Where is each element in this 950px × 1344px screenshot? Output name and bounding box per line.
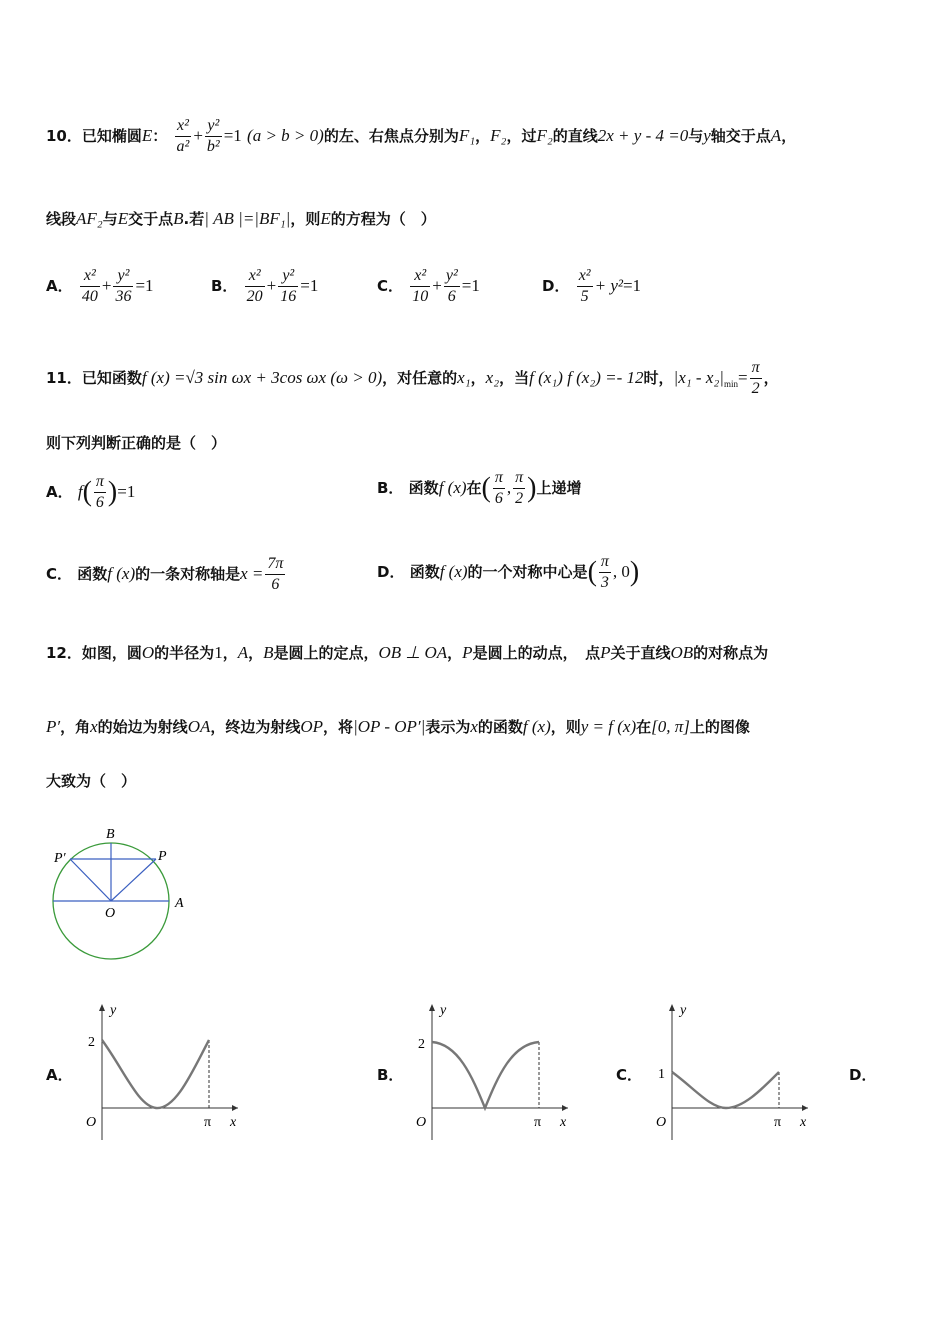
origin-label: O bbox=[86, 1115, 97, 1130]
graph-option-a-label[interactable]: A． bbox=[46, 1066, 73, 1084]
q12-A: A bbox=[237, 643, 249, 662]
q11-b-n2: π bbox=[513, 468, 525, 489]
opt-mid: + y² bbox=[594, 276, 623, 295]
label-A: A bbox=[175, 896, 184, 911]
q11-option-a[interactable]: A． f( $\frac{\pi}{6}$ )=1 bbox=[46, 473, 136, 511]
q11-c-text2: 的一条对称轴是 bbox=[135, 565, 241, 583]
pi-label: π bbox=[774, 1115, 782, 1130]
option-label: A． bbox=[46, 277, 73, 295]
q10-l2-text3: 交于点 bbox=[128, 210, 174, 228]
q12-line3: 大致为（ ） bbox=[46, 772, 137, 790]
q11-b-text1: 函数 bbox=[408, 479, 439, 497]
q10-text3: ，过 bbox=[506, 127, 537, 145]
q10-option-c[interactable]: C． $\frac{\text{x²}}{10}$ + $\frac{\text{y²}}{6}$ =1 bbox=[377, 267, 480, 305]
q11-text1: 已知函数 bbox=[81, 369, 142, 387]
q12-P: P bbox=[462, 643, 473, 662]
q10-line1 bbox=[46, 116, 796, 157]
x-label: x bbox=[230, 1115, 237, 1130]
q10-text6: 轴交于点 bbox=[710, 127, 771, 145]
q11-b-text2: 在 bbox=[466, 479, 482, 497]
q11-d-den: 3 bbox=[600, 574, 609, 591]
q10-comma: ， bbox=[475, 127, 491, 145]
q12-line2 bbox=[46, 716, 750, 737]
q12-l2-5: 表示为 bbox=[425, 718, 471, 736]
q10-l2-text4: .若 bbox=[183, 210, 205, 228]
q10-option-d[interactable] bbox=[542, 266, 641, 307]
opt-tail: =1 bbox=[622, 276, 642, 295]
opt-den: 5 bbox=[580, 288, 589, 305]
q10-plus: + bbox=[193, 126, 203, 145]
q10-y: y bbox=[703, 126, 711, 145]
q11-c-f: f (x) bbox=[107, 564, 136, 583]
q10-y2: y² bbox=[205, 116, 222, 137]
x-arrow-icon bbox=[232, 1105, 238, 1111]
q11-b-text3: 上递增 bbox=[536, 479, 582, 497]
label-B: B bbox=[106, 827, 115, 842]
q11-text4: 时， bbox=[643, 369, 674, 387]
opt-tail: =1 bbox=[135, 276, 154, 295]
q12-l2-interval: [0, π] bbox=[651, 717, 690, 736]
q10-F2b: F₂ bbox=[536, 126, 553, 145]
circle-figure bbox=[40, 822, 200, 966]
q10-A: A bbox=[770, 126, 782, 145]
origin-label: O bbox=[656, 1115, 667, 1130]
q11-min: min bbox=[723, 379, 738, 389]
opt-num: y² bbox=[444, 266, 460, 287]
q11-text2: ，对任意的 bbox=[382, 369, 458, 387]
graph-c[interactable] bbox=[648, 998, 818, 1146]
q11-number: 11． bbox=[46, 369, 82, 387]
option-label: D． bbox=[542, 277, 570, 295]
q12-l2-OP: OP bbox=[300, 717, 324, 736]
q11-d-text2: 的一个对称中心是 bbox=[467, 563, 588, 581]
option-label: C． bbox=[46, 565, 73, 583]
q12-O: O bbox=[141, 643, 155, 662]
q12-t6: 的对称点为 bbox=[693, 644, 769, 662]
label-P: P bbox=[158, 849, 167, 864]
y-label: y bbox=[110, 1003, 117, 1018]
q11-a-den: 6 bbox=[95, 494, 104, 511]
q11-a-num: π bbox=[94, 472, 106, 493]
q11-option-d[interactable]: D． 函数f (x)的一个对称中心是( $\frac{\pi}{3}$ , 0) bbox=[377, 553, 640, 591]
q12-l2-abs: |OP - OP′| bbox=[353, 717, 426, 736]
q10-text4: 的直线 bbox=[552, 127, 598, 145]
q12-l2-yf: y = f (x) bbox=[580, 717, 637, 736]
q11-d-text1: 函数 bbox=[409, 563, 440, 581]
q10-frac-x bbox=[175, 116, 192, 157]
q11-b-f: f (x) bbox=[438, 478, 467, 497]
q11-x2: x₂ bbox=[485, 368, 500, 387]
y-tick: 2 bbox=[418, 1037, 425, 1052]
q12-l2-f: f (x) bbox=[522, 717, 551, 736]
q11-comma: ， bbox=[470, 369, 486, 387]
q11-c-num: 7π bbox=[265, 554, 285, 575]
q11-option-b[interactable]: B． 函数f (x)在( $\frac{\pi}{6}$ , $\frac{\pi}{2}$ )上递增 bbox=[377, 469, 582, 507]
q10-l2-text5: ，则 bbox=[290, 210, 321, 228]
opt-den: 20 bbox=[246, 288, 263, 305]
q10-a2: a² bbox=[176, 138, 190, 155]
curve bbox=[672, 1072, 779, 1108]
q11-text3: ，当 bbox=[499, 369, 530, 387]
q12-l2-7: ，则 bbox=[550, 718, 581, 736]
q10-l2-text1: 线段 bbox=[46, 210, 77, 228]
x-arrow-icon bbox=[562, 1105, 568, 1111]
graph-option-b-label[interactable]: B． bbox=[377, 1066, 404, 1084]
option-label: C． bbox=[377, 277, 404, 295]
q12-c3: ， bbox=[447, 644, 463, 662]
q11-c-den: 6 bbox=[271, 576, 280, 593]
q11-d-f: f (x) bbox=[439, 562, 468, 581]
q12-OB: OB bbox=[670, 643, 694, 662]
q11-line1 bbox=[46, 358, 779, 399]
curve bbox=[102, 1040, 209, 1108]
pi-label: π bbox=[204, 1115, 212, 1130]
graph-option-c-label[interactable]: C． bbox=[616, 1066, 643, 1084]
q12-l2-6: 的函数 bbox=[477, 718, 523, 736]
q11-a-f: f bbox=[77, 482, 83, 501]
q11-c-x: x = bbox=[240, 564, 264, 583]
q10-x2: x² bbox=[175, 116, 192, 137]
q12-c2: ， bbox=[248, 644, 264, 662]
y-arrow-icon bbox=[99, 1004, 105, 1011]
q12-perp: OB ⊥ OA bbox=[378, 643, 448, 662]
q12-t5: 关于直线 bbox=[610, 644, 671, 662]
q12-t2: 的半径为 bbox=[154, 644, 215, 662]
opt-den: 40 bbox=[81, 288, 98, 305]
q10-condition: (a > b > 0) bbox=[247, 126, 324, 145]
q10-colon: ： bbox=[152, 127, 168, 145]
q11-eq: = bbox=[737, 368, 748, 387]
q11-condition: f (x₁) f (x₂) =- 12 bbox=[529, 368, 644, 387]
opt-tail: =1 bbox=[461, 276, 480, 295]
opt-den: 10 bbox=[412, 288, 429, 305]
q11-d-tail: , 0 bbox=[612, 562, 630, 581]
q12-l2-x: x bbox=[90, 717, 98, 736]
q10-E2: E bbox=[117, 209, 129, 228]
q12-l2-x2: x bbox=[470, 717, 478, 736]
q10-AF2: AF₂ bbox=[76, 209, 103, 228]
y-tick: 2 bbox=[88, 1035, 95, 1050]
q10-abs-eq: | AB |=|BF₁| bbox=[204, 209, 291, 228]
q11-x1: x₁ bbox=[457, 368, 471, 387]
origin-label: O bbox=[416, 1115, 427, 1130]
q12-B: B bbox=[263, 643, 274, 662]
q11-c-text1: 函数 bbox=[77, 565, 108, 583]
op-line bbox=[111, 859, 156, 901]
label-P-prime: P′ bbox=[54, 851, 66, 866]
option-label: B． bbox=[377, 479, 404, 497]
q12-c1: ， bbox=[222, 644, 238, 662]
q12-t1: 如图，圆 bbox=[81, 644, 142, 662]
opt-num: x² bbox=[80, 266, 100, 287]
x-label: x bbox=[800, 1115, 807, 1130]
q10-F2: F₂ bbox=[490, 126, 507, 145]
q11-option-c[interactable] bbox=[46, 554, 287, 595]
q12-l2-4: ，将 bbox=[323, 718, 354, 736]
q11-pi: π bbox=[750, 358, 762, 379]
option-label: A． bbox=[46, 483, 73, 501]
q11-b-n1: π bbox=[493, 468, 505, 489]
q10-option-a[interactable]: A． $\frac{\text{x²}}{40}$ + $\frac{\text{y²}}{36}$ =1 bbox=[46, 267, 154, 305]
q10-eq1: =1 bbox=[223, 126, 242, 145]
q10-line2 bbox=[46, 208, 436, 229]
q12-one: 1 bbox=[214, 643, 223, 662]
q10-text2: 的左、右焦点分别为 bbox=[323, 127, 459, 145]
q11-comma-end: ， bbox=[763, 369, 779, 387]
q10-l2-text2: 与 bbox=[102, 210, 118, 228]
curve bbox=[432, 1042, 539, 1108]
option-label: D． bbox=[377, 563, 405, 581]
graph-a[interactable] bbox=[78, 998, 248, 1146]
y-label: y bbox=[440, 1003, 447, 1018]
q12-l2-9: 上的图像 bbox=[689, 718, 750, 736]
graph-option-d-label[interactable]: D． bbox=[849, 1066, 877, 1084]
opt-den: 16 bbox=[280, 288, 297, 305]
q10-frac-y bbox=[205, 116, 222, 157]
q10-B: B bbox=[173, 209, 184, 228]
graph-b[interactable] bbox=[408, 998, 578, 1146]
q10-text: 已知椭圆 bbox=[81, 127, 142, 145]
q11-two: 2 bbox=[751, 380, 760, 397]
opt-tail: =1 bbox=[300, 276, 319, 295]
opt-den: 36 bbox=[115, 288, 132, 305]
opt-num: y² bbox=[278, 266, 298, 287]
q10-b2: b² bbox=[206, 138, 220, 155]
option-label: B． bbox=[211, 277, 238, 295]
y-arrow-icon bbox=[669, 1004, 675, 1011]
q10-text5: 与 bbox=[688, 127, 704, 145]
q10-F1: F₁ bbox=[458, 126, 476, 145]
q12-t3: 是圆上的定点， bbox=[273, 644, 379, 662]
q10-E3: E bbox=[320, 209, 331, 228]
q11-b-d2: 2 bbox=[515, 490, 524, 507]
opt-num: y² bbox=[113, 266, 133, 287]
label-O: O bbox=[105, 906, 116, 921]
q11-function: f (x) =√3 sin ωx + 3cos ωx (ω > 0) bbox=[141, 368, 383, 387]
q12-number: 12． bbox=[46, 644, 82, 662]
q12-line1 bbox=[46, 642, 768, 663]
opt-den: 6 bbox=[447, 288, 456, 305]
q11-a-tail: =1 bbox=[117, 482, 136, 501]
opt-num: x² bbox=[245, 266, 265, 287]
x-arrow-icon bbox=[802, 1105, 808, 1111]
q11-d-num: π bbox=[599, 552, 611, 573]
opt-num: x² bbox=[577, 266, 593, 287]
y-arrow-icon bbox=[429, 1004, 435, 1011]
q12-l2-OA: OA bbox=[187, 717, 211, 736]
q12-l2-8: 在 bbox=[636, 718, 652, 736]
q10-l2-text6: 的方程为（ ） bbox=[330, 210, 436, 228]
q11-line2: 则下列判断正确的是（ ） bbox=[46, 434, 227, 452]
y-tick: 1 bbox=[658, 1067, 665, 1082]
q12-l2-3: ，终边为射线 bbox=[210, 718, 301, 736]
q10-comma2: ， bbox=[781, 127, 797, 145]
q10-line-eq: 2x + y - 4 =0 bbox=[597, 126, 689, 145]
q12-P-prime: P′ bbox=[46, 717, 61, 736]
q12-l2-1: ，角 bbox=[60, 718, 91, 736]
pi-label: π bbox=[534, 1115, 542, 1130]
y-label: y bbox=[680, 1003, 687, 1018]
q11-absmin: |x₁ - x₂| bbox=[673, 368, 724, 387]
q10-option-b[interactable]: B． $\frac{\text{x²}}{20}$ + $\frac{\text{y²}}{16}$ =1 bbox=[211, 267, 319, 305]
q12-l2-2: 的始边为射线 bbox=[97, 718, 188, 736]
x-label: x bbox=[560, 1115, 567, 1130]
q12-P2: P bbox=[600, 643, 611, 662]
op-prime-line bbox=[70, 859, 111, 901]
opt-num: x² bbox=[410, 266, 430, 287]
q10-number: 10． bbox=[46, 127, 82, 145]
q12-t4: 是圆上的动点， 点 bbox=[472, 644, 601, 662]
q11-b-d1: 6 bbox=[494, 490, 503, 507]
q10-ellipse-E: E bbox=[141, 126, 153, 145]
